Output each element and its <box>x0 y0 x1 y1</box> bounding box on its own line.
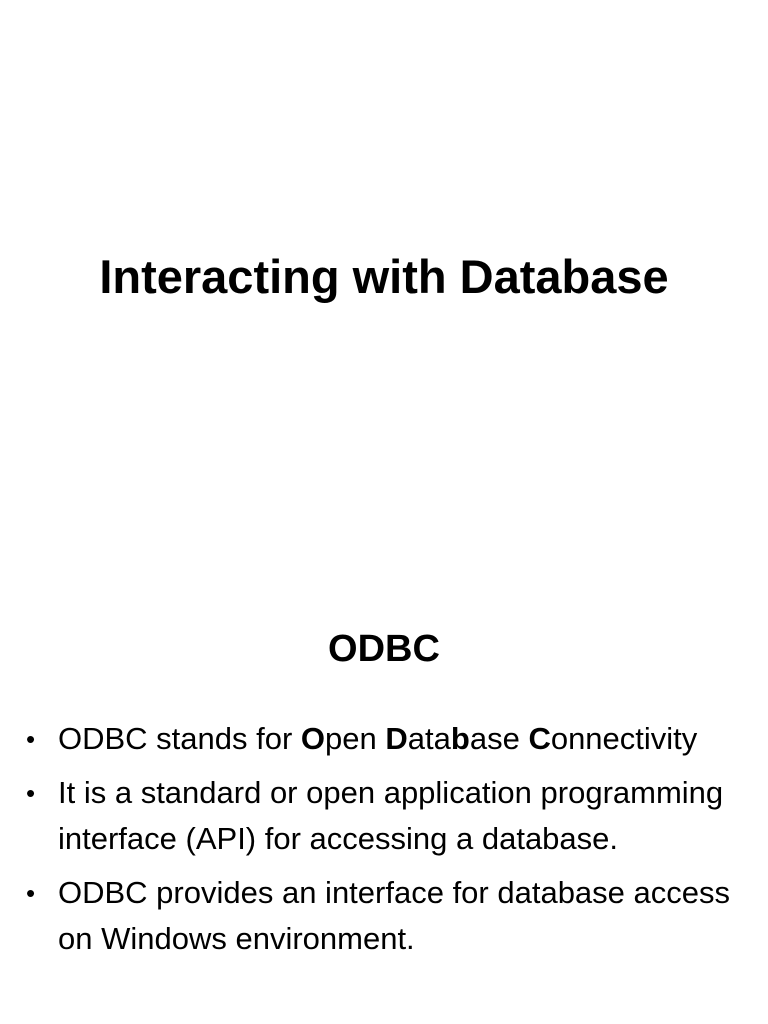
bullet-text: It is a standard or open application programming interface (API) for accessing a database. <box>58 775 724 856</box>
bullet-item <box>0 716 768 762</box>
bullet-text: ODBC stands for Open Database Connectivity <box>58 721 698 756</box>
bullet-dot-icon: • <box>26 778 36 808</box>
bullet-item <box>0 870 768 962</box>
slide-title: Interacting with Database <box>99 250 669 303</box>
bullet-dot-icon: • <box>26 878 36 908</box>
bullet-text: ODBC provides an interface for database access on Windows environment. <box>58 875 731 956</box>
slide-heading: ODBC <box>328 628 440 670</box>
bullet-list <box>0 716 768 970</box>
bullet-item <box>0 770 768 862</box>
bullet-dot-icon: • <box>26 724 36 754</box>
content-slide <box>0 576 768 1024</box>
